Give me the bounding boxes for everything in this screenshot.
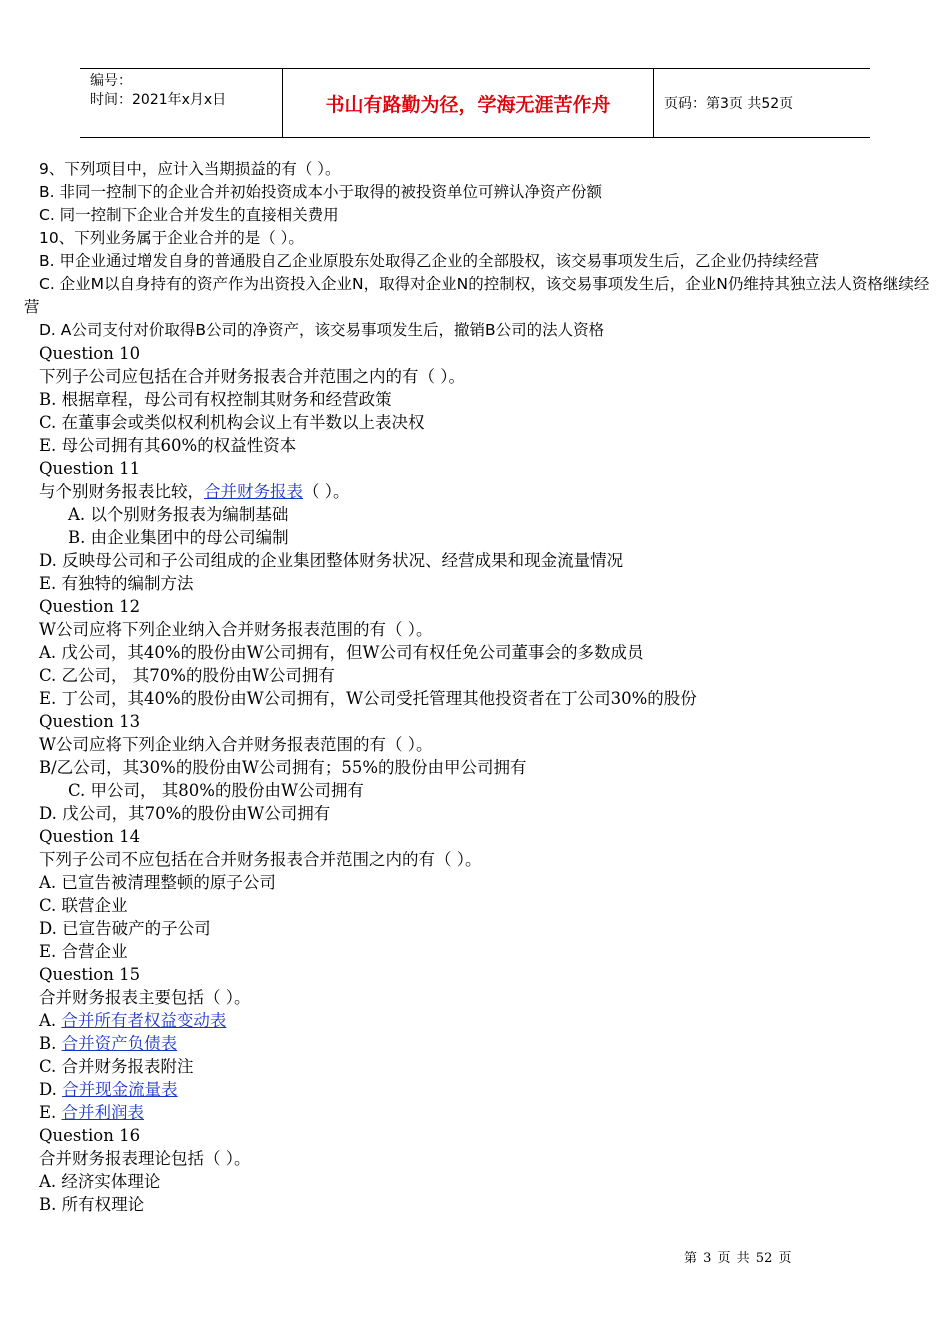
text-line xyxy=(24,641,930,664)
line-text: 合并财务报表理论包括（ ）。 xyxy=(39,1149,251,1168)
text-line xyxy=(24,526,930,549)
line-text: E. 丁公司，其40%的股份由W公司拥有，W公司受托管理其他投资者在丁公司30%的股份 xyxy=(39,689,697,708)
text-line xyxy=(24,1101,930,1124)
line-text: E. 母公司拥有其60%的权益性资本 xyxy=(39,436,297,455)
header-time: 时间：2021年x月x日 xyxy=(90,92,227,108)
line-text: C. 企业M以自身持有的资产作为出资投入企业N，取得对企业N的控制权，该交易事项发生后，企业N仍维持其独立法人资格继续经营 xyxy=(24,275,930,316)
line-text: D. 戊公司，其70%的股份由W公司拥有 xyxy=(39,804,331,823)
text-line xyxy=(24,250,930,273)
text-line xyxy=(24,779,930,802)
line-text: B/乙公司，其30%的股份由W公司拥有；55%的股份由甲公司拥有 xyxy=(39,758,527,777)
text-line xyxy=(24,710,930,733)
text-line xyxy=(24,802,930,825)
line-text-after: （ ）。 xyxy=(303,482,350,501)
line-text: E. 有独特的编制方法 xyxy=(39,574,194,593)
line-text: C. 乙公司， 其70%的股份由W公司拥有 xyxy=(39,666,335,685)
line-text: A. 已宣告被清理整顿的原子公司 xyxy=(39,873,276,892)
text-line xyxy=(24,894,930,917)
header-meta xyxy=(80,69,282,137)
line-text: Question 12 xyxy=(39,597,141,616)
text-line xyxy=(24,687,930,710)
footer-page-number: 第 3 页 共 52 页 xyxy=(684,1251,792,1266)
line-text: E. 合营企业 xyxy=(39,942,128,961)
text-line xyxy=(24,1170,930,1193)
text-line xyxy=(24,733,930,756)
line-text: B. 所有权理论 xyxy=(39,1195,145,1214)
text-line xyxy=(24,1009,930,1032)
hyperlink[interactable]: 合并利润表 xyxy=(61,1103,145,1122)
text-line xyxy=(24,1147,930,1170)
line-text: B. xyxy=(39,1034,62,1053)
line-text: B. 根据章程，母公司有权控制其财务和经营政策 xyxy=(39,390,392,409)
line-text: 与个别财务报表比较， xyxy=(39,482,204,501)
text-line xyxy=(24,1055,930,1078)
line-text: C. 甲公司， 其80%的股份由W公司拥有 xyxy=(68,781,364,800)
line-text: C. 同一控制下企业合并发生的直接相关费用 xyxy=(39,206,339,224)
line-text: A. 经济实体理论 xyxy=(39,1172,161,1191)
hyperlink[interactable]: 合并资产负债表 xyxy=(61,1034,178,1053)
line-text: C. 在董事会或类似权利机构会议上有半数以上表决权 xyxy=(39,413,425,432)
text-line xyxy=(24,848,930,871)
line-text: 合并财务报表主要包括（ ）。 xyxy=(39,988,251,1007)
text-line xyxy=(24,618,930,641)
text-line xyxy=(24,664,930,687)
line-text: E. xyxy=(39,1103,62,1122)
line-text: Question 13 xyxy=(39,712,141,731)
text-line xyxy=(24,319,930,342)
header-code: 编号： xyxy=(90,73,132,89)
line-text: Question 14 xyxy=(39,827,141,846)
line-text: D. 已宣告破产的子公司 xyxy=(39,919,211,938)
page-header xyxy=(80,68,870,138)
text-line xyxy=(24,227,930,250)
text-line xyxy=(24,457,930,480)
text-line xyxy=(24,595,930,618)
text-line xyxy=(24,963,930,986)
text-line xyxy=(24,871,930,894)
text-line xyxy=(24,503,930,526)
line-text: Question 10 xyxy=(39,344,141,363)
header-page-info xyxy=(654,69,870,137)
page-footer xyxy=(684,1247,791,1266)
line-text: B. 非同一控制下的企业合并初始投资成本小于取得的被投资单位可辨认净资产份额 xyxy=(39,183,602,201)
text-line xyxy=(24,365,930,388)
text-line xyxy=(24,1032,930,1055)
text-line xyxy=(24,411,930,434)
text-line xyxy=(24,1078,930,1101)
hyperlink[interactable]: 合并现金流量表 xyxy=(62,1080,178,1099)
line-text: Question 16 xyxy=(39,1126,141,1145)
line-text: 下列子公司不应包括在合并财务报表合并范围之内的有（ ）。 xyxy=(39,850,482,869)
text-line xyxy=(24,1124,930,1147)
line-text: A. 以个别财务报表为编制基础 xyxy=(68,505,289,524)
line-text: D. 反映母公司和子公司组成的企业集团整体财务状况、经营成果和现金流量情况 xyxy=(39,551,624,570)
text-line xyxy=(24,756,930,779)
text-line xyxy=(24,1193,930,1216)
text-line xyxy=(24,917,930,940)
text-line xyxy=(24,204,930,227)
text-line xyxy=(24,158,930,181)
line-text: W公司应将下列企业纳入合并财务报表范围的有（ ）。 xyxy=(39,620,433,639)
line-text: 下列子公司应包括在合并财务报表合并范围之内的有（ ）。 xyxy=(39,367,465,386)
hyperlink[interactable]: 合并所有者权益变动表 xyxy=(61,1011,227,1030)
text-line xyxy=(24,549,930,572)
text-line xyxy=(24,480,930,503)
motto-text: 书山有路勤为径，学海无涯苦作舟 xyxy=(325,93,611,116)
line-text: A. 戊公司，其40%的股份由W公司拥有，但W公司有权任免公司董事会的多数成员 xyxy=(39,643,644,662)
line-text: 10、下列业务属于企业合并的是（ ）。 xyxy=(39,229,304,247)
text-line xyxy=(24,986,930,1009)
document-body xyxy=(24,158,930,1216)
text-line xyxy=(24,181,930,204)
text-line xyxy=(24,434,930,457)
line-text: B. 甲企业通过增发自身的普通股自乙企业原股东处取得乙企业的全部股权，该交易事项发生后，乙企业仍持续经营 xyxy=(39,252,819,270)
text-line xyxy=(24,388,930,411)
line-text: B. 由企业集团中的母公司编制 xyxy=(68,528,289,547)
line-text: A. xyxy=(39,1011,62,1030)
text-line xyxy=(24,825,930,848)
header-motto xyxy=(282,69,654,137)
line-text: Question 15 xyxy=(39,965,141,984)
hyperlink[interactable]: 合并财务报表 xyxy=(204,482,303,501)
line-text: D. A公司支付对价取得B公司的净资产，该交易事项发生后，撤销B公司的法人资格 xyxy=(39,321,605,339)
text-line xyxy=(24,572,930,595)
line-text: 9、下列项目中，应计入当期损益的有（ ）。 xyxy=(39,160,341,178)
line-text: W公司应将下列企业纳入合并财务报表范围的有（ ）。 xyxy=(39,735,433,754)
text-line xyxy=(24,273,930,319)
line-text: D. xyxy=(39,1080,63,1099)
line-text: C. 联营企业 xyxy=(39,896,128,915)
text-line xyxy=(24,342,930,365)
line-text: C. 合并财务报表附注 xyxy=(39,1057,194,1076)
page-info-text: 页码：第3页 共52页 xyxy=(664,96,794,112)
line-text: Question 11 xyxy=(39,459,141,478)
text-line xyxy=(24,940,930,963)
